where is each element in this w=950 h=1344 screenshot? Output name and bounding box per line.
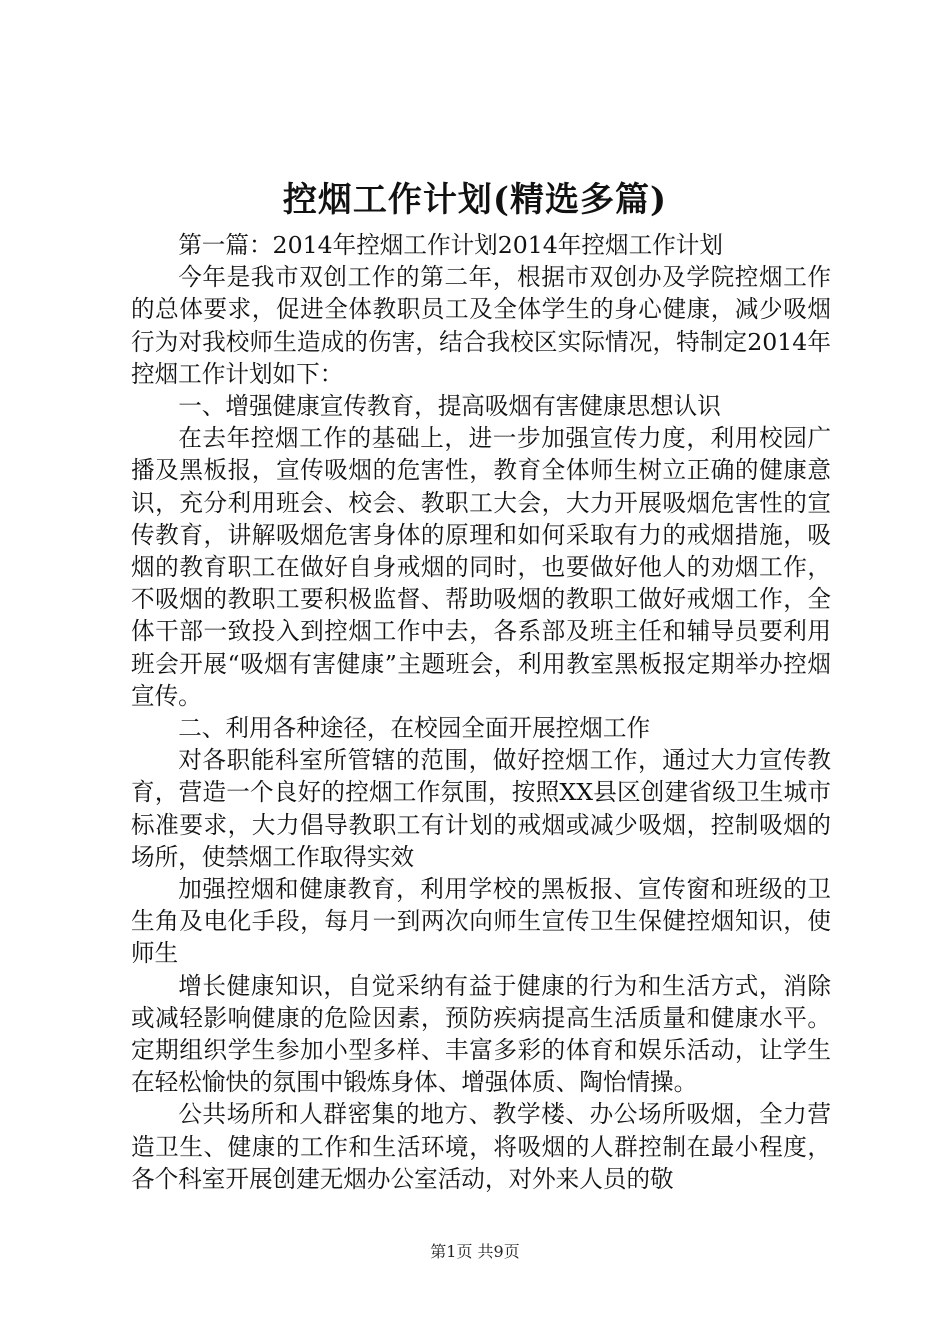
paragraph-heading-two: 二、利用各种途径，在校园全面开展控烟工作 xyxy=(178,714,651,743)
document-title: 控烟工作计划(精选多篇) xyxy=(282,180,668,220)
page-number-footer: 第1页 共9页 xyxy=(430,1242,520,1261)
paragraph-departments: 对各职能科室所管辖的范围，做好控烟工作，通过大力宣传教育，营造一个良好的控烟工作氛围，按照XX县区创建省级卫生城市标准要求，大力倡导教职工有计划的戒烟或减少吸烟，控制吸烟的场所，使禁烟工作取得实效 xyxy=(131,746,831,871)
paragraph-heading-one: 一、增强健康宣传教育，提高吸烟有害健康思想认识 xyxy=(178,392,721,421)
paragraph-publicity: 在去年控烟工作的基础上，进一步加强宣传力度，利用校园广播及黑板报，宣传吸烟的危害性，教育全体师生树立正确的健康意识，充分利用班会、校会、教职工大会，大力开展吸烟危害性的宣传教育，讲解吸烟危害身体的原理和如何采取有力的戒烟措施，吸烟的教育职工在做好自身戒烟的同时，也要做好他人的劝烟工作，不吸烟的教职工要积极监督、帮助吸烟的教职工做好戒烟工作，全体干部一致投入到控烟工作中去，各系部及班主任和辅导员要利用班会开展“吸烟有害健康”主题班会，利用教室黑板报定期举办控烟宣传。 xyxy=(131,424,831,710)
paragraph-health-education: 加强控烟和健康教育，利用学校的黑板报、宣传窗和班级的卫生角及电化手段，每月一到两次向师生宣传卫生保健控烟知识，使师生 xyxy=(131,875,831,968)
paragraph-public-places: 公共场所和人群密集的地方、教学楼、办公场所吸烟，全力营造卫生、健康的工作和生活环境，将吸烟的人群控制在最小程度，各个科室开展创建无烟办公室活动，对外来人员的敬 xyxy=(131,1100,831,1193)
paragraph-intro: 今年是我市双创工作的第二年，根据市双创办及学院控烟工作的总体要求，促进全体教职员工及全体学生的身心健康，减少吸烟行为对我校师生造成的伤害，结合我校区实际情况，特制定2014年控烟工作计划如下： xyxy=(131,263,831,388)
document-body xyxy=(131,229,831,1195)
paragraph-health-knowledge: 增长健康知识，自觉采纳有益于健康的行为和生活方式，消除或减轻影响健康的危险因素，预防疾病提高生活质量和健康水平。定期组织学生参加小型多样、丰富多彩的体育和娱乐活动，让学生在轻松愉快的氛围中锻炼身体、增强体质、陶怡情操。 xyxy=(131,971,831,1097)
paragraph-section-heading: 第一篇：2014年控烟工作计划2014年控烟工作计划 xyxy=(178,231,723,259)
